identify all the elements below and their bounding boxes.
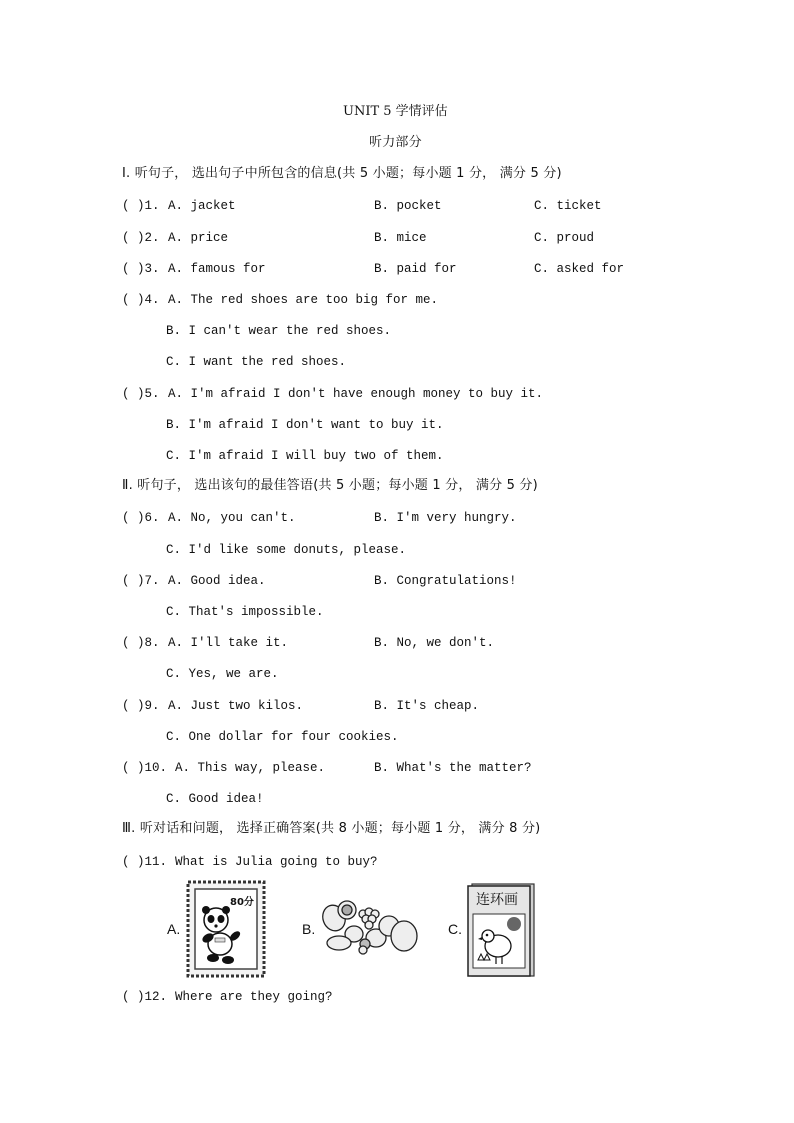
q11-option-b-label: B. [302, 921, 316, 937]
q3-option-a: A. famous for [168, 262, 266, 276]
q1-option-b: B. pocket [374, 199, 442, 213]
comic-book-title: 连环画 [476, 892, 518, 908]
q9-number: ( )9. [122, 699, 160, 713]
q7-option-c: C. That's impossible. [166, 605, 324, 619]
q10-number: ( )10. [122, 761, 168, 775]
q1-option-c: C. ticket [534, 199, 602, 213]
q4-option-a: A. The red shoes are too big for me. [168, 293, 439, 307]
q9-option-b: B. It's cheap. [374, 699, 480, 713]
q6-number: ( )6. [122, 511, 160, 525]
page-subtitle: 听力部分 [369, 135, 422, 150]
q5-option-b: B. I'm afraid I don't want to buy it. [166, 418, 444, 432]
q10-option-a: A. This way, please. [175, 761, 326, 775]
section-1-heading: Ⅰ. 听句子， 选出句子中所包含的信息(共 5 小题；每小题 1 分， 满分 5 分) [122, 166, 562, 181]
q7-option-a: A. Good idea. [168, 574, 266, 588]
q2-option-c: C. proud [534, 231, 595, 245]
q11-number: ( )11. [122, 855, 168, 869]
q6-option-c: C. I'd like some donuts, please. [166, 543, 407, 557]
q2-option-b: B. mice [374, 231, 427, 245]
q3-option-b: B. paid for [374, 262, 457, 276]
q8-option-c: C. Yes, we are. [166, 667, 279, 681]
q1-option-a: A. jacket [168, 199, 236, 213]
q4-option-b: B. I can't wear the red shoes. [166, 324, 392, 338]
section-2-heading: Ⅱ. 听句子， 选出该句的最佳答语(共 5 小题；每小题 1 分， 满分 5 分) [122, 478, 538, 493]
q10-option-b: B. What's the matter? [374, 761, 532, 775]
q6-option-a: A. No, you can't. [168, 511, 296, 525]
comic-book-image [466, 882, 536, 978]
q9-option-a: A. Just two kilos. [168, 699, 304, 713]
q3-option-c: C. asked for [534, 262, 625, 276]
section-3-heading: Ⅲ. 听对话和问题， 选择正确答案(共 8 小题；每小题 1 分， 满分 8 分) [122, 821, 541, 836]
q11-option-a-label: A. [167, 921, 181, 937]
q5-option-c: C. I'm afraid I will buy two of them. [166, 449, 444, 463]
q9-option-c: C. One dollar for four cookies. [166, 730, 399, 744]
q7-number: ( )7. [122, 574, 160, 588]
q4-number: ( )4. [122, 293, 160, 307]
q5-option-a: A. I'm afraid I don't have enough money to buy it. [168, 387, 544, 401]
q4-option-c: C. I want the red shoes. [166, 355, 347, 369]
stamp-value-text: 80分 [230, 897, 254, 908]
q8-option-b: B. No, we don't. [374, 636, 495, 650]
q12-question: Where are they going? [175, 990, 333, 1004]
page-title: UNIT 5 学情评估 [343, 104, 448, 119]
q8-option-a: A. I'll take it. [168, 636, 289, 650]
fruit-image [319, 898, 429, 958]
q5-number: ( )5. [122, 387, 160, 401]
q12-number: ( )12. [122, 990, 168, 1004]
stamp-panda-image [186, 880, 266, 978]
q8-number: ( )8. [122, 636, 160, 650]
q2-option-a: A. price [168, 231, 229, 245]
q11-question: What is Julia going to buy? [175, 855, 378, 869]
q7-option-b: B. Congratulations! [374, 574, 517, 588]
q11-option-c-label: C. [448, 921, 462, 937]
q6-option-b: B. I'm very hungry. [374, 511, 517, 525]
q10-option-c: C. Good idea! [166, 792, 264, 806]
q1-number: ( )1. [122, 199, 160, 213]
q3-number: ( )3. [122, 262, 160, 276]
q2-number: ( )2. [122, 231, 160, 245]
